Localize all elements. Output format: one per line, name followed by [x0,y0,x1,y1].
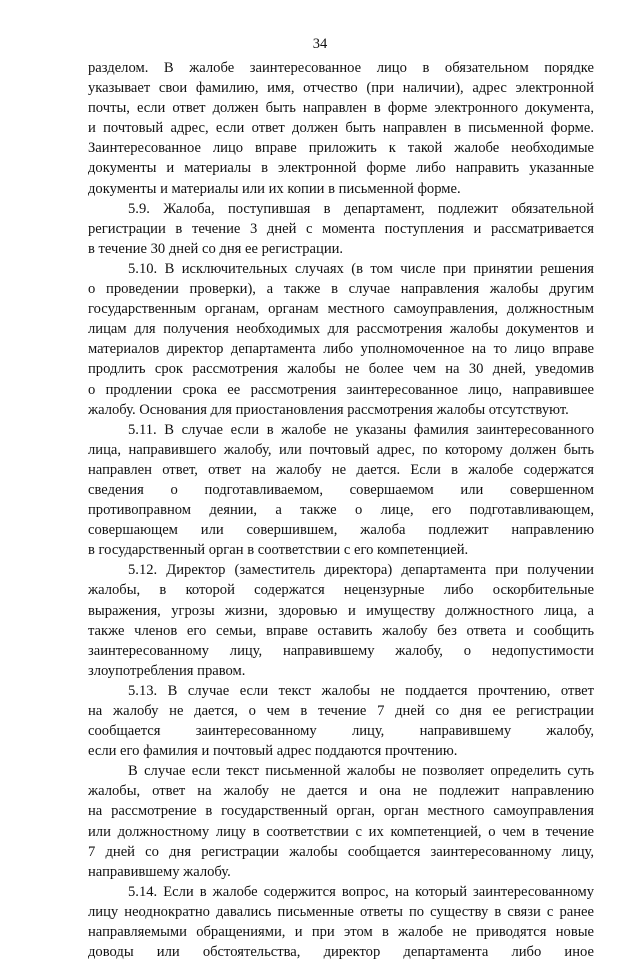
text-line: направившему жалобу. [88,863,231,880]
text-line: регистрации в течение 3 дней с момента поступления и рассматривается [88,220,594,237]
text-line: в государственный орган в соответствии с его компетенцией. [88,542,469,559]
text-line: сведения о подготавливаемом, совершаемом или совершенном [88,481,594,498]
text-line: выражения, угрозы жизни, здоровью и имуществу должностного лица, а [88,602,594,619]
text-line: продлить срок рассмотрения жалобы не более чем на 30 дней, уведомив [88,361,594,378]
text-line: В случае если текст письменной жалобы не позволяет определить суть [128,763,594,780]
text-line: лицам для получения необходимых для рассмотрения жалобы документов и [88,321,594,338]
text-line: Заинтересованное лицо вправе приложить к такой жалобе необходимые [88,140,594,157]
text-line: доводы или обстоятельства, директор департамента либо иное [88,944,594,961]
text-line: злоупотребления правом. [88,662,246,679]
page-number: 34 [312,36,328,52]
text-line: заинтересованному лицу, направившему жалобу, о недопустимости [88,642,594,659]
text-line: или должностному лицу в соответствии с их компетенцией, о чем в течение [88,823,594,840]
text-line: материалов директор департамента либо уполномоченное на то лицо вправе [88,341,594,358]
text-line: в течение 30 дней со дня ее регистрации. [88,240,344,257]
text-line: разделом. В жалобе заинтересованное лицо в обязательном порядке [88,60,594,76]
text-line: о продлении срока ее рассмотрения заинтересованное лицо, направившее [88,381,594,398]
text-line: документы и материалы или их копии в письменной форме. [88,180,461,197]
text-line: сообщается заинтересованному лицу, направившему жалобу, [88,723,594,740]
text-line: 5.12. Директор (заместитель директора) департамента при получении [128,562,594,579]
text-line: направляемыми обращениями, и при этом в жалобе не приводятся новые [88,924,594,941]
text-line: 7 дней со дня регистрации жалобы сообщается заинтересованному лицу, [88,843,594,860]
body-text [88,58,594,962]
text-line: документы и материалы в электронной форме либо направить указанные [88,160,594,177]
text-line: направлен ответ, ответ на жалобу не дается. Если в жалобе содержатся [88,461,594,478]
text-line: почты, если ответ должен быть направлен в форме электронного документа, [88,100,594,117]
text-line: совершающем или совершившем, жалоба подлежит направлению [88,522,594,539]
text-line: противоправном деянии, а также о лице, его подготавливающем, [88,502,594,519]
text-line: также членов его семьи, вправе оставить жалобу без ответа и сообщить [88,622,594,639]
text-line: лицу неоднократно давались письменные ответы по существу в связи с ранее [88,903,594,920]
text-line: государственным органам, органам местного самоуправления, должностным [88,301,594,318]
text-line: 5.11. В случае если в жалобе не указаны фамилия заинтересованного [128,421,594,438]
text-line: на рассмотрение в государственный орган, орган местного самоуправления [88,803,594,820]
text-line: указывает свои фамилию, имя, отчество (при наличии), адрес электронной [88,80,594,97]
text-line: и почтовый адрес, если ответ должен быть направлен в письменной форме. [88,120,594,137]
text-line: на жалобу не дается, о чем в течение 7 дней со дня ее регистрации [88,703,594,719]
text-line: если его фамилия и почтовый адрес поддаются прочтению. [88,743,458,760]
text-line: 5.13. В случае если текст жалобы не поддается прочтению, ответ [128,682,594,699]
text-line: 5.10. В исключительных случаях (в том числе при принятии решения [128,260,594,277]
text-line: лица, направившего жалобу, или почтовый адрес, по которому должен быть [88,441,594,458]
text-line: жалобы, ответ на жалобу не дается и она не подлежит направлению [88,783,594,800]
text-line: жалобу. Основания для приостановления рассмотрения жалобы отсутствуют. [88,401,569,418]
text-line: жалобы, в которой содержатся нецензурные либо оскорбительные [88,582,594,599]
text-line: о проведении проверки), а также в случае направления жалобы другим [88,281,594,298]
text-line: 5.9. Жалоба, поступившая в департамент, подлежит обязательной [128,200,594,217]
text-line: 5.14. Если в жалобе содержится вопрос, на который заинтересованному [128,883,594,900]
